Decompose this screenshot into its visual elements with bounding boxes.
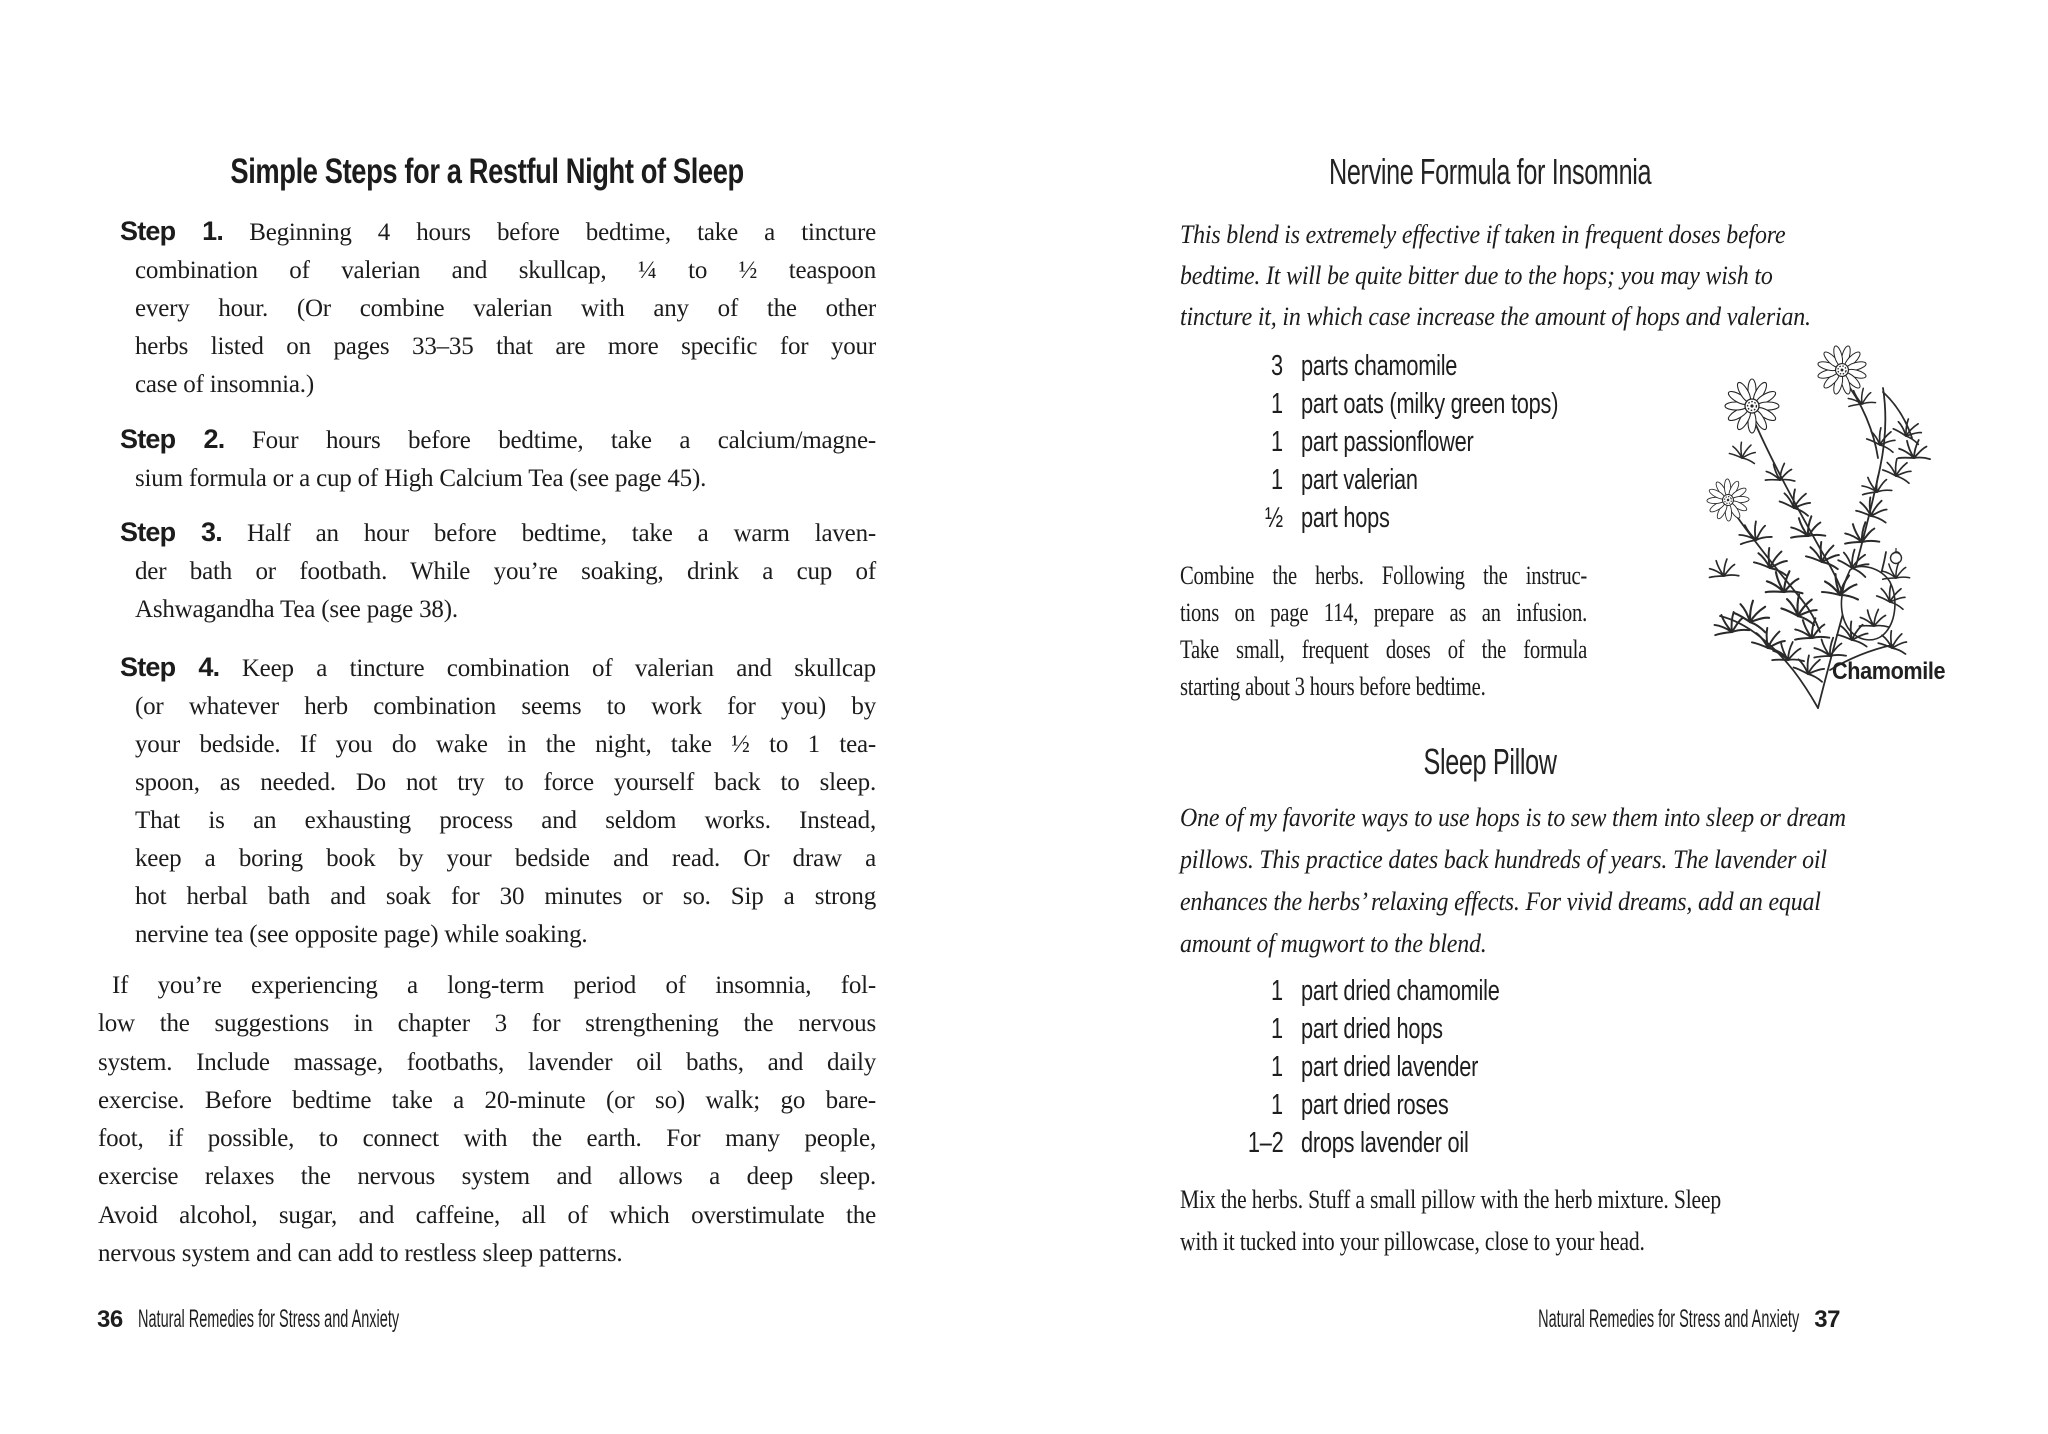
ingredient-name: part hops (1301, 502, 1390, 534)
instruction-line: starting about 3 hours before bedtime. (1180, 672, 1486, 701)
step-label: Step 4. (120, 652, 220, 682)
ingredient-row (1180, 423, 1644, 461)
ingredient-qty: 1 (1271, 464, 1283, 496)
intro-line-text: pillows. This practice dates back hundreds of years. The lavender oil (1180, 845, 1827, 874)
ingredient-row (1180, 1086, 1566, 1124)
ingredient-qty: 3 (1271, 350, 1283, 382)
ingredient-name: part passionflower (1301, 426, 1474, 458)
ingredient-row (1180, 461, 1644, 499)
step-text: Half an hour before bedtime, take a warm laven- (246, 520, 876, 547)
step-paragraph-1 (120, 212, 876, 404)
ingredient-row (1180, 1124, 1566, 1162)
intro-line (1180, 257, 1866, 298)
step-line: hot herbal bath and soak for 30 minutes or so. Sip a strong (135, 883, 876, 910)
intro-line-text: bedtime. It will be quite bitter due to the hops; you may wish to (1180, 261, 1773, 290)
chamomile-illustration (1690, 340, 2020, 710)
page-number: 36 (97, 1306, 123, 1333)
step-paragraph-2 (120, 420, 876, 498)
ingredient-qty: 1 (1271, 1089, 1283, 1121)
sleep-pillow-title (1180, 741, 1800, 791)
running-book-title: Natural Remedies for Stress and Anxiety (1538, 1305, 1800, 1333)
nervine-intro (1180, 216, 1866, 339)
ingredient-name: drops lavender oil (1301, 1127, 1469, 1159)
intro-line (1180, 298, 1866, 339)
instruction-line-text: Mix the herbs. Stuff a small pillow with the herb mixture. Sleep (1180, 1185, 1721, 1214)
step-line: herbs listed on pages 33–35 that are more specific for your (135, 333, 876, 360)
nervine-ingredient-list (1180, 347, 1644, 537)
step-line: Ashwagandha Tea (see page 38). (135, 596, 458, 623)
illustration-caption-text: Chamomile (1832, 658, 1946, 685)
ingredient-row (1180, 1010, 1566, 1048)
sleep-pillow-ingredient-list (1180, 972, 1566, 1162)
intro-line-text: enhances the herbs’ relaxing effects. For vivid dreams, add an equal (1180, 887, 1821, 916)
instruction-line: Combine the herbs. Following the instruc- (1180, 561, 1588, 590)
intro-line (1180, 799, 1904, 841)
ingredient-qty: 1 (1271, 426, 1283, 458)
ingredient-qty: 1 (1271, 388, 1283, 420)
step-line (120, 420, 876, 460)
chamomile-botanical-drawing (1690, 340, 2020, 710)
instruction-line-text: with it tucked into your pillowcase, close to your head. (1180, 1227, 1645, 1256)
step-line: spoon, as needed. Do not try to force yourself back to sleep. (135, 769, 876, 796)
right-page-footer (1180, 1304, 1840, 1335)
step-line: keep a boring book by your bedside and read. Or draw a (135, 845, 876, 872)
intro-line-text: One of my favorite ways to use hops is to sew them into sleep or dream (1180, 803, 1846, 832)
ingredient-name: parts chamomile (1301, 350, 1458, 382)
closing-paragraph (98, 967, 876, 1273)
step-line: That is an exhausting process and seldom works. Instead, (135, 807, 876, 834)
step-label: Step 2. (120, 424, 225, 454)
ingredient-row (1180, 972, 1566, 1010)
step-text: Keep a tincture combination of valerian and skullcap (241, 655, 876, 682)
ingredient-row (1180, 499, 1644, 537)
paragraph-line: exercise. Before bedtime take a 20-minute (or so) walk; go bare- (98, 1086, 876, 1114)
instruction-line: Take small, frequent doses of the formula (1180, 635, 1588, 664)
ingredient-name: part dried chamomile (1301, 975, 1500, 1007)
left-page-footer (97, 1304, 588, 1335)
ingredient-qty: 1 (1271, 1013, 1283, 1045)
step-line: der bath or footbath. While you’re soaking, drink a cup of (135, 558, 876, 585)
running-book-title: Natural Remedies for Stress and Anxiety (137, 1305, 399, 1333)
nervine-instructions (1180, 557, 1587, 705)
instruction-line: tions on page 114, prepare as an infusion. (1180, 598, 1588, 627)
intro-line (1180, 841, 1904, 883)
step-text: Four hours before bedtime, take a calcium/magne- (251, 427, 876, 454)
step-text: Beginning 4 hours before bedtime, take a tincture (249, 219, 876, 246)
step-line: your bedside. If you do wake in the night, take ½ to 1 tea- (135, 731, 876, 758)
step-label: Step 1. (120, 216, 224, 246)
paragraph-line: low the suggestions in chapter 3 for strengthening the nervous (98, 1010, 876, 1038)
intro-line-text: tincture it, in which case increase the amount of hops and valerian. (1180, 302, 1811, 331)
ingredient-qty: 1–2 (1247, 1127, 1283, 1159)
paragraph-line: If you’re experiencing a long-term period of insomnia, fol- (112, 972, 876, 999)
step-line: case of insomnia.) (135, 371, 314, 398)
ingredient-name: part valerian (1301, 464, 1418, 496)
step-line: combination of valerian and skullcap, ¼ to ½ teaspoon (135, 257, 876, 284)
ingredient-name: part dried hops (1301, 1013, 1443, 1045)
ingredient-row (1180, 347, 1644, 385)
sleep-pillow-title-text: Sleep Pillow (1423, 741, 1557, 782)
intro-line (1180, 883, 1904, 925)
nervine-recipe-title-text: Nervine Formula for Insomnia (1328, 151, 1652, 192)
step-line: every hour. (Or combine valerian with any of the other (135, 295, 876, 322)
step-line (120, 513, 876, 553)
step-line: nervine tea (see opposite page) while soaking. (135, 921, 588, 948)
step-paragraph-4 (120, 648, 876, 954)
step-line: sium formula or a cup of High Calcium Tea (see page 45). (135, 465, 707, 492)
ingredient-qty: 1 (1271, 975, 1283, 1007)
ingredient-name: part oats (milky green tops) (1301, 388, 1559, 420)
ingredient-qty: 1 (1271, 1051, 1283, 1083)
page-number: 37 (1814, 1306, 1840, 1333)
intro-line (1180, 925, 1904, 967)
step-label: Step 3. (120, 517, 222, 547)
step-paragraph-3 (120, 513, 876, 629)
paragraph-line: exercise relaxes the nervous system and allows a deep sleep. (98, 1163, 876, 1191)
illustration-caption (1832, 657, 1958, 687)
left-page-title (98, 152, 876, 199)
left-page-title-text: Simple Steps for a Restful Night of Sleep (230, 152, 744, 191)
intro-line-text: amount of mugwort to the blend. (1180, 929, 1487, 958)
paragraph-line: Avoid alcohol, sugar, and caffeine, all of which overstimulate the (98, 1201, 876, 1229)
step-line (120, 648, 876, 688)
nervine-recipe-title (1180, 151, 1800, 201)
ingredient-name: part dried roses (1301, 1089, 1449, 1121)
paragraph-line: nervous system and can add to restless sleep patterns. (98, 1240, 623, 1268)
intro-line (1180, 216, 1866, 257)
instruction-line (1180, 1181, 1832, 1223)
step-line: (or whatever herb combination seems to work for you) by (135, 693, 876, 720)
instruction-line (1180, 1223, 1832, 1265)
intro-line-text: This blend is extremely effective if taken in frequent doses before (1180, 220, 1786, 249)
paragraph-line: foot, if possible, to connect with the earth. For many people, (98, 1125, 876, 1153)
paragraph-line: system. Include massage, footbaths, lavender oil baths, and daily (98, 1048, 876, 1076)
step-line (120, 212, 876, 252)
ingredient-row (1180, 385, 1644, 423)
ingredient-qty: ½ (1265, 502, 1283, 534)
ingredient-row (1180, 1048, 1566, 1086)
ingredient-name: part dried lavender (1301, 1051, 1479, 1083)
sleep-pillow-intro (1180, 799, 1904, 967)
sleep-pillow-instructions (1180, 1181, 1832, 1265)
